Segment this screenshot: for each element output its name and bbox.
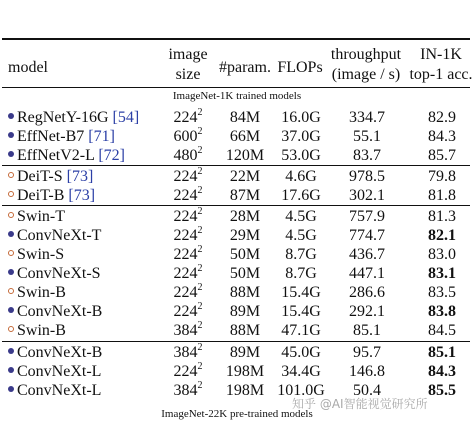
model-name: Swin-T (17, 208, 65, 225)
section-label-in22k: ImageNet-22K pre-trained models (161, 408, 313, 420)
table-row (0, 343, 474, 362)
model-cell (8, 207, 65, 226)
accuracy-cell: 84.3 (428, 128, 456, 145)
model-name: DeiT-B (17, 187, 65, 204)
param-cell: 50M (229, 246, 261, 263)
throughput-cell: 757.9 (349, 208, 385, 225)
model-cell (8, 108, 139, 127)
model-name: ConvNeXt-L (17, 363, 102, 380)
convnet-marker-icon (8, 132, 14, 138)
image-size-exponent: 2 (197, 342, 203, 353)
flops-cell: 53.0G (281, 147, 321, 164)
flops-cell: 37.0G (281, 128, 321, 145)
header-rule (2, 87, 470, 88)
table-row (0, 362, 474, 381)
header-throughput (322, 45, 410, 85)
model-name: ConvNeXt-S (17, 265, 101, 282)
throughput-cell: 95.7 (353, 344, 381, 361)
param-cell: 88M (229, 284, 261, 301)
image-size-cell (160, 207, 216, 226)
accuracy-cell: 83.1 (428, 265, 456, 282)
param-cell: 22M (229, 168, 261, 185)
table-row (0, 108, 474, 127)
header-throughput-line1: throughput (330, 46, 402, 63)
convnet-marker-icon (8, 348, 14, 354)
param-cell: 29M (229, 227, 261, 244)
image-size-exponent: 2 (197, 185, 203, 196)
model-cell (8, 381, 101, 400)
image-size-exponent: 2 (197, 225, 203, 236)
table-row (0, 127, 474, 146)
image-size-value: 224 (173, 303, 198, 320)
model-name: ConvNeXt-B (17, 344, 103, 361)
image-size-cell (160, 302, 216, 321)
model-name: ConvNeXt-B (17, 303, 103, 320)
flops-cell: 101.0G (277, 382, 325, 399)
header-accuracy-line1: IN-1K (420, 46, 462, 63)
image-size-value: 224 (173, 265, 198, 282)
image-size-exponent: 2 (197, 145, 203, 156)
image-size-value: 224 (173, 246, 198, 263)
image-size-cell (160, 283, 216, 302)
group-rule-3 (2, 341, 470, 342)
image-size-value: 224 (173, 208, 198, 225)
model-name: Swin-B (17, 322, 66, 339)
image-size-exponent: 2 (197, 206, 203, 217)
image-size-exponent: 2 (197, 301, 203, 312)
model-cell (8, 146, 125, 165)
image-size-exponent: 2 (197, 166, 203, 177)
flops-cell: 15.4G (281, 303, 321, 320)
throughput-cell: 83.7 (353, 147, 381, 164)
param-cell: 28M (229, 208, 261, 225)
accuracy-cell: 82.1 (428, 227, 456, 244)
model-cell (8, 127, 115, 146)
accuracy-cell: 79.8 (428, 168, 456, 185)
param-cell: 198M (225, 382, 265, 399)
header-image-size-line1: image (168, 46, 208, 63)
throughput-cell: 334.7 (349, 109, 385, 126)
flops-cell: 17.6G (281, 187, 321, 204)
flops-cell: 8.7G (285, 265, 317, 282)
citation-link[interactable]: [73] (68, 187, 96, 204)
table-row (0, 226, 474, 245)
flops-cell: 4.5G (285, 208, 317, 225)
throughput-cell: 85.1 (353, 322, 381, 339)
transformer-marker-icon (8, 250, 14, 256)
header-param: #param. (219, 59, 271, 76)
image-size-cell (160, 245, 216, 264)
model-cell (8, 362, 101, 381)
throughput-cell: 55.1 (353, 128, 381, 145)
convnet-marker-icon (8, 269, 14, 275)
group-rule-1 (2, 165, 470, 166)
citation-link[interactable]: [73] (66, 168, 94, 185)
param-cell: 84M (229, 109, 261, 126)
image-size-value: 224 (173, 109, 198, 126)
flops-cell: 4.5G (285, 227, 317, 244)
convnet-marker-icon (8, 113, 14, 119)
flops-cell: 45.0G (281, 344, 321, 361)
image-size-value: 224 (173, 284, 198, 301)
image-size-exponent: 2 (197, 107, 203, 118)
model-cell (8, 226, 101, 245)
model-name: EffNet-B7 (17, 128, 85, 145)
transformer-marker-icon (8, 212, 14, 218)
table-row (0, 207, 474, 226)
flops-cell: 16.0G (281, 109, 321, 126)
model-name: ConvNeXt-L (17, 382, 102, 399)
transformer-marker-icon (8, 172, 14, 178)
image-size-exponent: 2 (197, 126, 203, 137)
model-name: ConvNeXt-T (17, 227, 102, 244)
citation-link[interactable]: [72] (98, 147, 125, 164)
table-row (0, 146, 474, 165)
flops-cell: 34.4G (281, 363, 321, 380)
table-row (0, 245, 474, 264)
accuracy-cell: 83.5 (428, 284, 456, 301)
image-size-exponent: 2 (197, 361, 203, 372)
image-size-cell (160, 108, 216, 127)
param-cell: 87M (229, 187, 261, 204)
param-cell: 88M (229, 322, 261, 339)
throughput-cell: 447.1 (349, 265, 385, 282)
model-cell (8, 264, 101, 283)
image-size-exponent: 2 (197, 263, 203, 274)
flops-cell: 4.6G (285, 168, 317, 185)
image-size-cell (160, 343, 216, 362)
model-name: DeiT-S (17, 168, 63, 185)
model-name: Swin-S (17, 246, 65, 263)
image-size-value: 384 (173, 322, 198, 339)
convnet-marker-icon (8, 231, 14, 237)
model-cell (8, 302, 102, 321)
flops-cell: 8.7G (285, 246, 317, 263)
image-size-value: 224 (173, 187, 198, 204)
group-rule-2 (2, 205, 470, 206)
model-cell (8, 186, 95, 205)
table-row (0, 186, 474, 205)
throughput-cell: 50.4 (353, 382, 381, 399)
image-size-value: 224 (173, 168, 198, 185)
param-cell: 120M (225, 147, 265, 164)
throughput-cell: 436.7 (349, 246, 385, 263)
image-size-cell (160, 381, 216, 400)
flops-cell: 47.1G (281, 322, 321, 339)
accuracy-cell: 85.5 (428, 382, 456, 399)
image-size-cell (160, 167, 216, 186)
accuracy-cell: 83.0 (428, 246, 456, 263)
header-image-size-line2: size (175, 66, 201, 83)
accuracy-cell: 85.1 (428, 344, 456, 361)
image-size-exponent: 2 (197, 320, 203, 331)
image-size-value: 600 (173, 128, 198, 145)
image-size-value: 224 (173, 227, 198, 244)
throughput-cell: 978.5 (349, 168, 385, 185)
convnet-marker-icon (8, 307, 14, 313)
image-size-cell (160, 146, 216, 165)
table-row (0, 321, 474, 340)
image-size-value: 384 (173, 382, 198, 399)
table-row (0, 167, 474, 186)
image-size-cell (160, 226, 216, 245)
model-name: Swin-B (17, 284, 66, 301)
table-row (0, 264, 474, 283)
convnet-marker-icon (8, 386, 14, 392)
image-size-exponent: 2 (197, 380, 203, 391)
param-cell: 50M (229, 265, 261, 282)
model-cell (8, 321, 66, 340)
model-name: EffNetV2-L (17, 147, 95, 164)
accuracy-cell: 85.7 (428, 147, 456, 164)
image-size-cell (160, 127, 216, 146)
param-cell: 66M (229, 128, 261, 145)
model-cell (8, 283, 66, 302)
header-throughput-line2: (image / s) (331, 66, 401, 83)
table-row (0, 302, 474, 321)
convnet-marker-icon (8, 151, 14, 157)
param-cell: 89M (229, 303, 261, 320)
accuracy-cell: 84.5 (428, 322, 456, 339)
image-size-value: 480 (173, 147, 198, 164)
accuracy-cell: 84.3 (428, 363, 456, 380)
model-name: RegNetY-16G (17, 109, 109, 126)
header-accuracy (408, 45, 474, 85)
image-size-exponent: 2 (197, 282, 203, 293)
citation-link[interactable]: [54] (112, 109, 140, 126)
throughput-cell: 286.6 (349, 284, 385, 301)
model-cell (8, 167, 93, 186)
model-cell (8, 245, 64, 264)
model-cell (8, 343, 102, 362)
throughput-cell: 302.1 (349, 187, 385, 204)
table-top-rule (2, 38, 470, 40)
citation-link[interactable]: [71] (88, 128, 115, 145)
header-flops: FLOPs (277, 59, 323, 76)
image-size-cell (160, 321, 216, 340)
convnet-marker-icon (8, 367, 14, 373)
accuracy-cell: 83.8 (428, 303, 456, 320)
accuracy-cell: 81.3 (428, 208, 456, 225)
param-cell: 198M (225, 363, 265, 380)
image-size-cell (160, 264, 216, 283)
accuracy-cell: 82.9 (428, 109, 456, 126)
transformer-marker-icon (8, 326, 14, 332)
header-model: model (8, 59, 48, 76)
image-size-exponent: 2 (197, 244, 203, 255)
param-cell: 89M (229, 344, 261, 361)
image-size-value: 224 (173, 363, 198, 380)
transformer-marker-icon (8, 288, 14, 294)
watermark: 知乎 @AI智能视觉研究所 (292, 397, 428, 411)
throughput-cell: 146.8 (349, 363, 385, 380)
image-size-value: 384 (173, 344, 198, 361)
image-size-cell (160, 186, 216, 205)
section-label-in1k: ImageNet-1K trained models (172, 90, 302, 102)
accuracy-cell: 81.8 (428, 187, 456, 204)
transformer-marker-icon (8, 191, 14, 197)
table-row (0, 283, 474, 302)
throughput-cell: 292.1 (349, 303, 385, 320)
flops-cell: 15.4G (281, 284, 321, 301)
image-size-cell (160, 362, 216, 381)
header-image-size (158, 45, 218, 85)
throughput-cell: 774.7 (349, 227, 385, 244)
header-accuracy-line2: top-1 acc. (409, 66, 473, 83)
